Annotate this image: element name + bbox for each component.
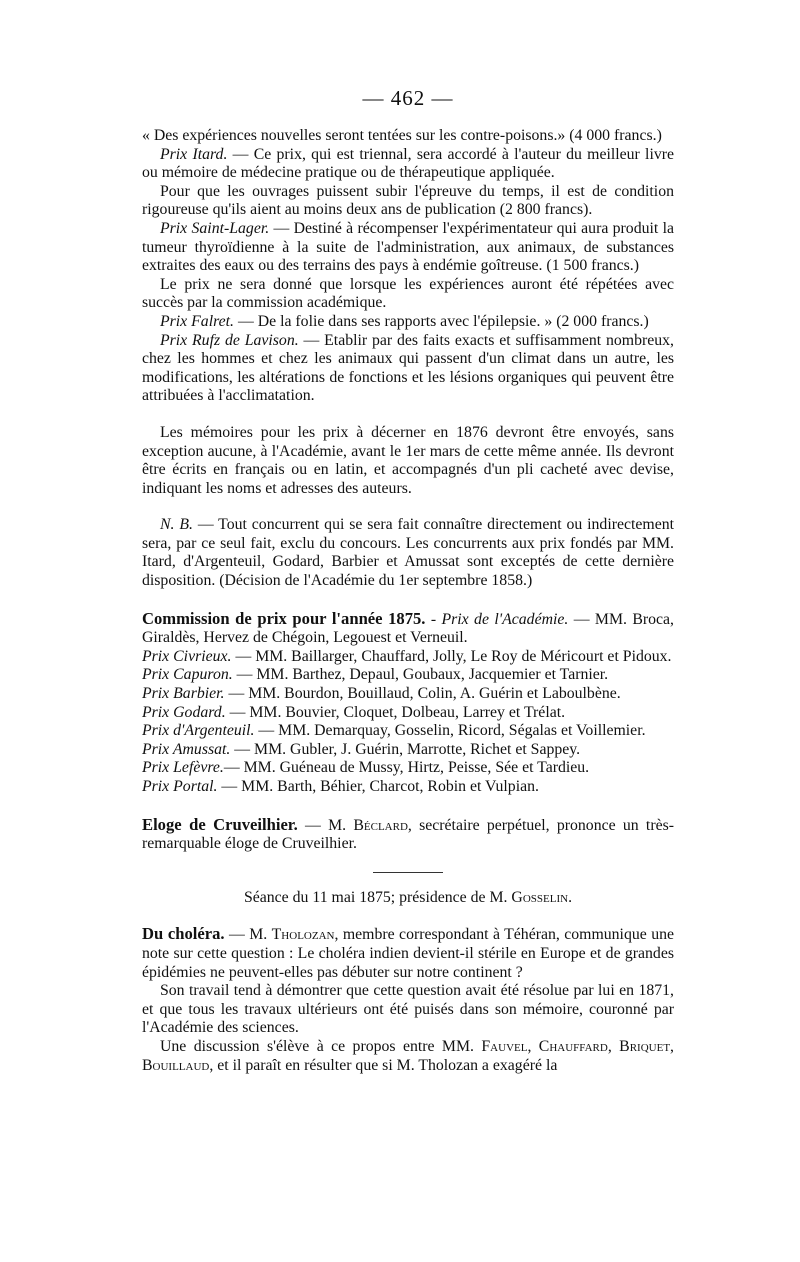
prize-title: Prix Saint-Lager. <box>160 219 270 237</box>
paragraph-eloge: Eloge de Cruveilhier. — M. Béclard, secrétaire perpétuel, prononce un très-remarquable éloge de Cruveilhier. <box>142 814 674 853</box>
paragraph-travail: Son travail tend à démontrer que cette question avait été résolue par lui en 1871, et que tous les travaux ultérieurs ont été puisés dans son mémoire, couronné par l'Académie des sciences. <box>142 982 674 1037</box>
commission-capuron: Prix Capuron. — MM. Barthez, Depaul, Goubaux, Jacquemier et Tarnier. <box>142 666 609 684</box>
commission-godard: Prix Godard. — MM. Bouvier, Cloquet, Dolbeau, Larrey et Trélat. <box>142 703 566 721</box>
paragraph-prix-saint-lager: Prix Saint-Lager. — Destiné à récompenser l'expérimentateur qui aura produit la tumeur thyroïdienne à la suite de l'administration, aux animaux, de substances extraites des eaux ou des terrains des pays à endémie goîtreuse. (1 500 francs.) <box>142 219 674 275</box>
page-number: — 462 — <box>362 86 454 110</box>
commission-argenteuil: Prix d'Argenteuil. — MM. Demarquay, Gosselin, Ricord, Ségalas et Voillemier. <box>142 722 646 740</box>
commission-lefevre: Prix Lefèvre.— MM. Guéneau de Mussy, Hirtz, Peisse, Sée et Tardieu. <box>142 759 590 777</box>
commission-portal: Prix Portal. — MM. Barth, Béhier, Charcot, Robin et Vulpian. <box>142 778 539 795</box>
paragraph-commission: Commission de prix pour l'année 1875. - Prix de l'Académie. — MM. Broca, Giraldès, Hervez de Chégoin, Legouest et Verneuil. <box>142 608 674 647</box>
paragraph-discussion: Une discussion s'élève à ce propos entre MM. Fauvel, Chauffard, Briquet, Bouillaud, et il paraît en résulter que si M. Tholozan a exagéré la <box>142 1037 674 1074</box>
nb-label: N. B. <box>160 516 193 534</box>
paragraph-nota-bene: N. B. — Tout concurrent qui se sera fait connaître directement ou indirectement sera, par ce seul fait, exclu du concours. Les concurrents aux prix fondés par MM. Itard, d'Argenteuil, Godard, Barbier et Amussat sont exceptés de cette dernière disposition. (Décision de l'Académie du 1er septembre 1858.) <box>142 516 674 590</box>
section-heading: Du choléra. <box>142 924 225 944</box>
commission-barbier: Prix Barbier. — MM. Bourdon, Bouillaud, Colin, A. Guérin et Laboulbène. <box>142 685 621 703</box>
paragraph-memoires: Les mémoires pour les prix à décerner en 1876 devront être envoyés, sans exception aucune, à l'Académie, avant le 1er mars de cette même année. Ils devront être écrits en français ou en latin, et accompagnés d'un pli cacheté avec devise, indiquant les noms et adresses des auteurs. <box>142 423 674 497</box>
paragraph-condition: Pour que les ouvrages puissent subir l'épreuve du temps, il est de condition rigoureuse qu'ils aient au moins deux ans de publication (2 800 francs). <box>142 182 674 219</box>
prize-title: Prix Rufz de Lavison. <box>160 331 299 349</box>
paragraph-prix-falret: Prix Falret. — De la folie dans ses rapports avec l'épilepsie. » (2 000 francs.) <box>160 312 649 330</box>
paragraph-cholera: Du choléra. — M. Tholozan, membre correspondant à Téhéran, communique une note sur cette question : Le choléra indien devient-il stérile en Europe et de grandes épidémies ne peuvent-elles pas débuter sur notre continent ? <box>142 924 674 981</box>
paragraph-prix-itard: Prix Itard. — Ce prix, qui est triennal, sera accordé à l'auteur du meilleur livre ou mémoire de médecine pratique ou de thérapeutique appliquée. <box>142 145 675 182</box>
prize-title: Prix Itard. <box>160 145 228 163</box>
section-heading: Commission de prix pour l'année 1875. <box>142 608 426 628</box>
section-divider <box>373 872 443 873</box>
commission-civrieux: Prix Civrieux. — MM. Baillarger, Chauffard, Jolly, Le Roy de Méricourt et Pidoux. <box>142 647 672 665</box>
paragraph-contre-poisons: « Des expériences nouvelles seront tentées sur les contre-poisons.» (4 000 francs.) <box>142 127 662 144</box>
commission-amussat: Prix Amussat. — MM. Gubler, J. Guérin, Marrotte, Richet et Sappey. <box>142 740 581 758</box>
seance-heading: Séance du 11 mai 1875; présidence de M. Gosselin. <box>243 888 573 906</box>
section-heading: Eloge de Cruveilhier. <box>142 814 298 834</box>
paragraph-prix-rufz: Prix Rufz de Lavison. — Etablir par des faits exacts et suffisamment nombreux, chez les hommes et chez les animaux qui passent d'un climat dans un autre, les modifications, les altérations de fonctions et les lésions organiques qui peuvent être attribuées à l'acclimatation. <box>142 331 674 405</box>
prize-title: Prix Falret. <box>160 312 234 330</box>
paragraph-prix-condition: Le prix ne sera donné que lorsque les expériences auront été répétées avec succès par la commission académique. <box>142 275 674 312</box>
